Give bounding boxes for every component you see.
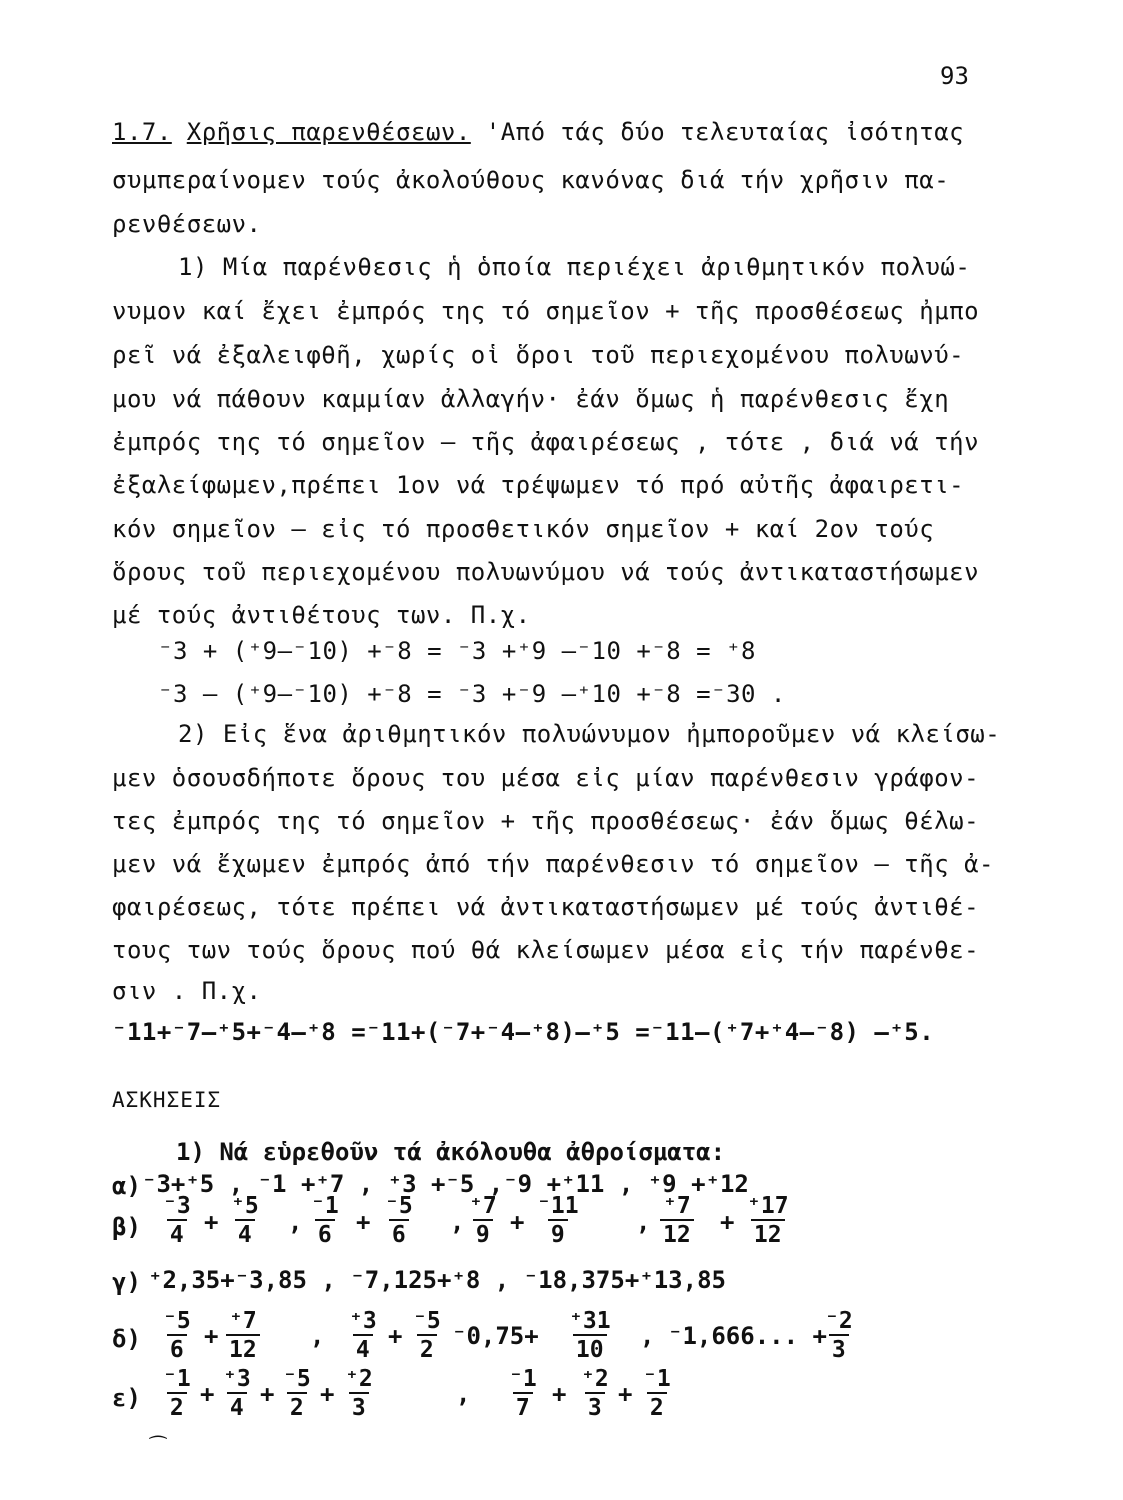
plus-sign: + xyxy=(204,1208,219,1236)
paragraph-line: ρενθέσεων. xyxy=(112,210,262,238)
paragraph-line: ἐξαλείφωμεν,πρέπει 1ον νά τρέψωμεν τό πρό αὐτῆς ἀφαιρετι- xyxy=(112,471,965,499)
plus-sign: + xyxy=(720,1208,735,1236)
fraction: $\frac{^-1}{6}$ xyxy=(311,1193,339,1248)
paragraph-line: ὅρους τοῦ περιεχομένου πολυωνύμου νά τούς ἀντικαταστήσωμεν xyxy=(112,558,980,586)
plus-sign: + xyxy=(618,1380,633,1408)
fraction: $\frac{^+7}{12}$ xyxy=(226,1308,260,1364)
plus-sign: + xyxy=(320,1380,335,1408)
fraction: $\frac{^+2}{3}$ xyxy=(345,1366,373,1421)
exercise-d-tail: ⁻1,666... + xyxy=(668,1322,827,1350)
paragraph-line: νυμον καί ἔχει ἐμπρός της τό σημεῖον + τῆς προσθέσεως ἠμπο xyxy=(112,297,980,325)
exercise-label-d: δ) xyxy=(112,1325,141,1353)
exercise-label-a: α) xyxy=(112,1172,141,1200)
fraction: $\frac{^+3}{4}$ xyxy=(349,1308,377,1363)
exercise-label-b: β) xyxy=(112,1213,141,1241)
example-equation: ⁻11+⁻7–⁺5+⁻4–⁺8 =⁻11+(⁻7+⁻4–⁺8)–⁺5 =⁻11–(⁺7+⁺4–⁻8) –⁺5. xyxy=(112,1018,935,1046)
paragraph-line: 1) Μία παρένθεσις ἡ ὁποία περιέχει ἀριθμητικόν πολυώ- xyxy=(178,253,971,281)
comma: , xyxy=(636,1208,651,1236)
fraction: $\frac{^-1}{2}$ xyxy=(163,1366,191,1421)
example-equation: ⁻3 – (⁺9–⁻10) +⁻8 = ⁻3 +⁻9 –⁺10 +⁻8 =⁻30 . xyxy=(158,680,786,708)
paragraph-line: φαιρέσεως, τότε πρέπει νά ἀντικαταστήσωμεν μέ τούς ἀντιθέ- xyxy=(112,893,980,921)
exercise-label-e: ε) xyxy=(112,1384,141,1412)
section-intro: 'Από τάς δύο τελευταίας ἰσότητας xyxy=(485,118,965,146)
exercise-d-mid: ⁻0,75+ xyxy=(452,1322,539,1350)
fraction: $\frac{^+5}{4}$ xyxy=(231,1193,259,1248)
paragraph-line: τους των τούς ὅρους πού θά κλείσωμεν μέσα εἰς τήν παρένθε- xyxy=(112,936,980,964)
page-number: 93 xyxy=(940,62,969,90)
fraction: $\frac{^-1}{2}$ xyxy=(643,1366,671,1421)
fraction: $\frac{^-5}{6}$ xyxy=(385,1193,413,1248)
paragraph-line: μου νά πάθουν καμμίαν ἀλλαγήν· ἐάν ὅμως ἡ παρένθεσις ἔχη xyxy=(112,385,950,413)
exercise-prompt: 1) Νά εὑρεθοῦν τά ἀκόλουθα ἀθροίσματα: xyxy=(176,1138,726,1166)
exercise-a-sums: ⁻3+⁺5 , ⁻1 +⁺7 , ⁺3 +⁻5 ,⁻9 +⁺11 , ⁺9 +⁺12 xyxy=(142,1170,749,1198)
fraction: $\frac{^-5}{2}$ xyxy=(283,1366,311,1421)
paragraph-line: μεν νά ἔχωμεν ἐμπρός ἀπό τήν παρένθεσιν τό σημεῖον – τῆς ἀ- xyxy=(112,850,995,878)
plus-sign: + xyxy=(200,1380,215,1408)
section-heading-line xyxy=(112,118,964,146)
exercises-heading: ΑΣΚΗΣΕΙΣ xyxy=(112,1088,222,1112)
section-title: Χρῆσις παρενθέσεων. xyxy=(186,118,471,146)
stray-mark: ⁀ xyxy=(150,1435,167,1459)
fraction: $\frac{^+7}{12}$ xyxy=(660,1193,694,1249)
fraction: $\frac{^+2}{3}$ xyxy=(581,1366,609,1421)
paragraph-line: συμπεραίνομεν τούς ἀκολούθους κανόνας διά τήν χρῆσιν πα- xyxy=(112,166,950,194)
fraction: $\frac{^-2}{3}$ xyxy=(825,1308,853,1363)
fraction: $\frac{^-1}{7}$ xyxy=(509,1366,537,1421)
comma: , xyxy=(456,1380,471,1408)
comma: , xyxy=(288,1208,303,1236)
comma: , xyxy=(640,1322,655,1350)
section-number: 1.7. xyxy=(112,118,172,146)
fraction: $\frac{^+17}{12}$ xyxy=(747,1193,789,1248)
fraction: $\frac{^+3}{4}$ xyxy=(223,1366,251,1421)
plus-sign: + xyxy=(204,1322,219,1350)
fraction: $\frac{^-5}{2}$ xyxy=(413,1308,441,1363)
fraction: $\frac{^+31}{10}$ xyxy=(569,1308,611,1363)
exercise-c-sums: ⁺2,35+⁻3,85 , ⁻7,125+⁺8 , ⁻18,375+⁺13,85 xyxy=(148,1266,726,1294)
comma: , xyxy=(450,1208,465,1236)
exercise-label-c: γ) xyxy=(112,1268,141,1296)
fraction: $\frac{^-3}{4}$ xyxy=(163,1193,191,1248)
paragraph-line: ἐμπρός της τό σημεῖον – τῆς ἀφαιρέσεως , τότε , διά νά τήν xyxy=(112,428,980,456)
comma: , xyxy=(310,1322,325,1350)
paragraph-line: κόν σημεῖον – εἰς τό προσθετικόν σημεῖον + καί 2ον τούς xyxy=(112,515,935,543)
fraction: $\frac{^-5}{6}$ xyxy=(163,1308,191,1363)
fraction: $\frac{^-11}{9}$ xyxy=(537,1193,579,1248)
plus-sign: + xyxy=(552,1380,567,1408)
plus-sign: + xyxy=(510,1208,525,1236)
paragraph-line: μεν ὁσουσδήποτε ὅρους του μέσα εἰς μίαν παρένθεσιν γράφον- xyxy=(112,764,980,792)
plus-sign: + xyxy=(356,1208,371,1236)
paragraph-line: τες ἐμπρός της τό σημεῖον + τῆς προσθέσεως· ἐάν ὅμως θέλω- xyxy=(112,807,980,835)
paragraph-line: μέ τούς ἀντιθέτους των. Π.χ. xyxy=(112,601,531,629)
fraction: $\frac{^+7}{9}$ xyxy=(469,1193,497,1248)
paragraph-line: ρεῖ νά ἐξαλειφθῆ, χωρίς οἱ ὅροι τοῦ περιεχομένου πολυωνύ- xyxy=(112,341,965,369)
paragraph-line: σιν . Π.χ. xyxy=(112,977,262,1005)
paragraph-line: 2) Εἰς ἕνα ἀριθμητικόν πολυώνυμον ἠμποροῦμεν νά κλείσω- xyxy=(178,720,1001,748)
plus-sign: + xyxy=(388,1322,403,1350)
plus-sign: + xyxy=(260,1380,275,1408)
example-equation: ⁻3 + (⁺9–⁻10) +⁻8 = ⁻3 +⁺9 –⁻10 +⁻8 = ⁺8 xyxy=(158,637,756,665)
